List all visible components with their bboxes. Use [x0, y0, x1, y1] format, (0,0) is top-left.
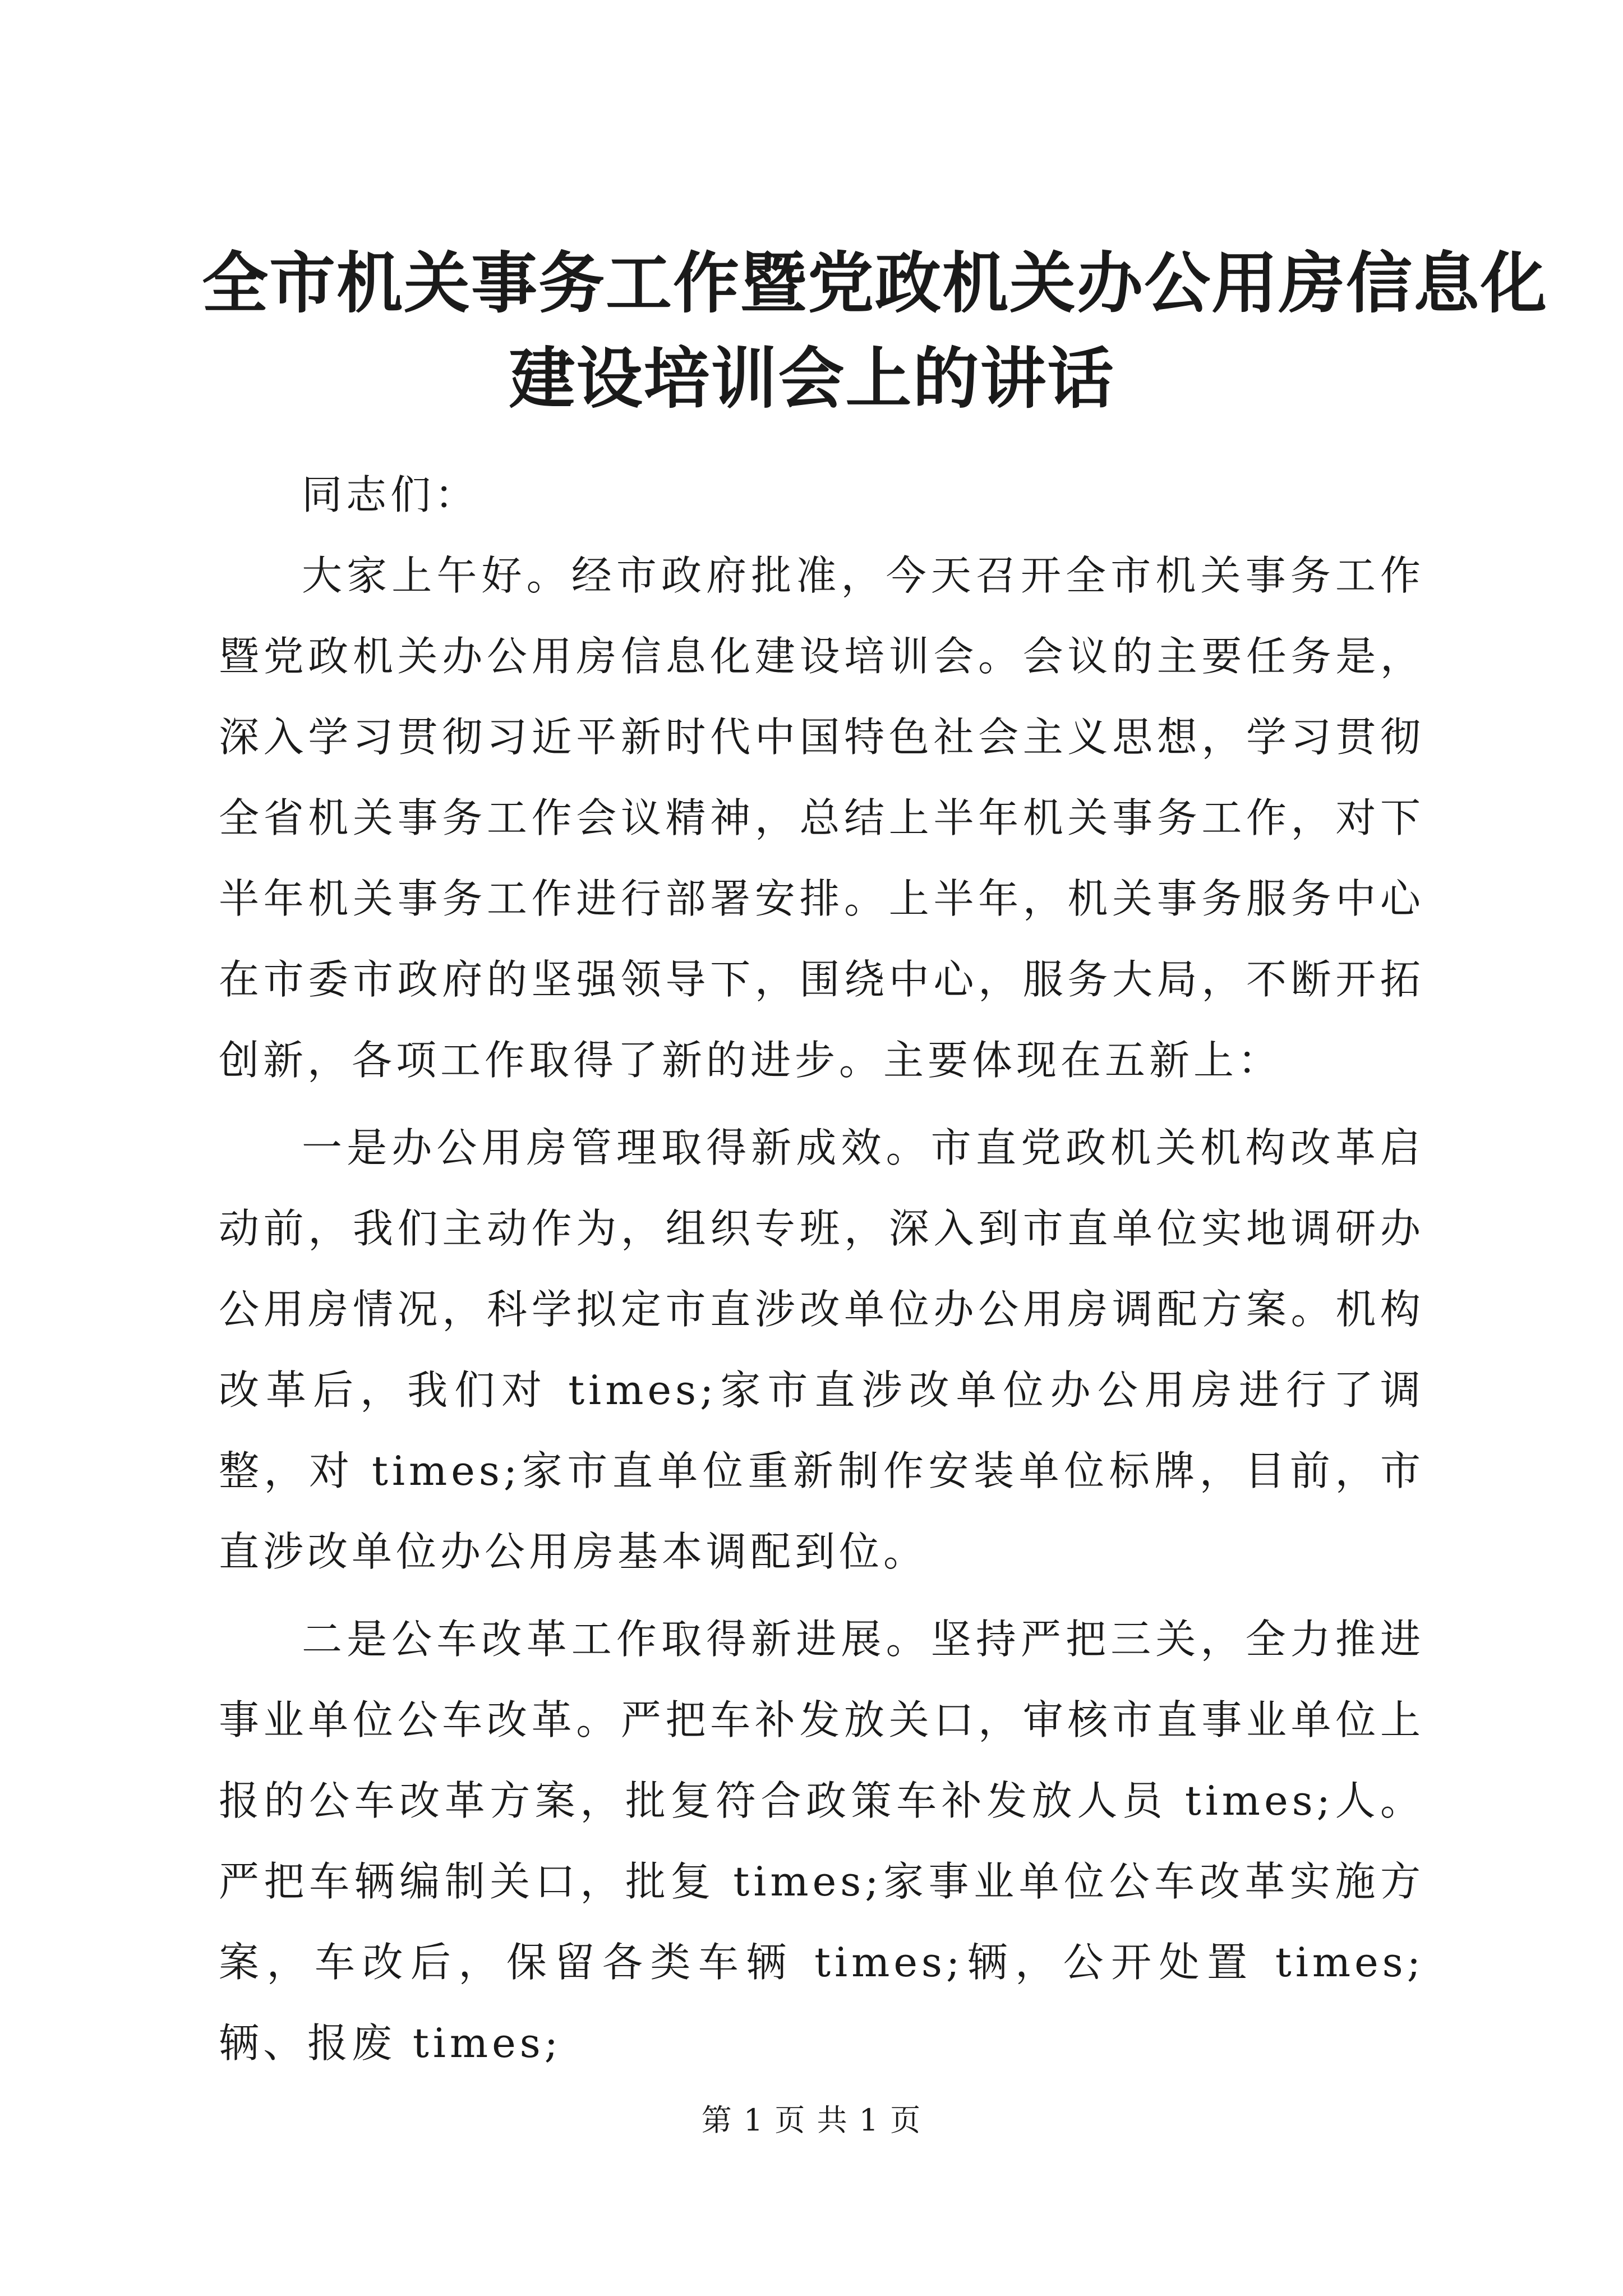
- document-body: [219, 454, 1424, 2083]
- paragraph-office-housing: 一是办公用房管理取得新成效。市直党政机关机构改革启动前，我们主动作为，组织专班，深入到市直单位实地调研办公用房情况，科学拟定市直涉改单位办公用房调配方案。机构改革后，我们对 times;家市直涉改单位办公用房进行了调整，对 times;家市直单位重新制作安装单位标牌，目前，市直涉改单位办公用房基本调配到位。: [219, 1124, 1424, 1575]
- title-line-1: 全市机关事务工作暨党政机关办公用房信息化: [202, 244, 1548, 322]
- title-line-2: 建设培训会上的讲话: [509, 339, 1115, 417]
- paragraph-opening: 大家上午好。经市政府批准，今天召开全市机关事务工作暨党政机关办公用房信息化建设培训会。会议的主要任务是，深入学习贯彻习近平新时代中国特色社会主义思想，学习贯彻全省机关事务工作会议精神，总结上半年机关事务工作，对下半年机关事务工作进行部署安排。上半年，机关事务服务中心在市委市政府的坚强领导下，围绕中心，服务大局，不断开拓创新，各项工作取得了新的进步。主要体现在五新上：: [219, 552, 1424, 1084]
- document-title: [202, 236, 1548, 426]
- salutation: 同志们：: [302, 471, 479, 518]
- page-footer: 第 1 页 共 1 页: [701, 2102, 922, 2138]
- paragraph-vehicle-reform: 二是公车改革工作取得新进展。坚持严把三关，全力推进事业单位公车改革。严把车补发放关口，审核市直事业单位上报的公车改革方案，批复符合政策车补发放人员 times;人。严把车辆编制关口，批复 times;家事业单位公车改革实施方案，车改后，保留各类车辆 times;辆，公开处置 times;辆、报废 times;: [219, 1616, 1424, 2067]
